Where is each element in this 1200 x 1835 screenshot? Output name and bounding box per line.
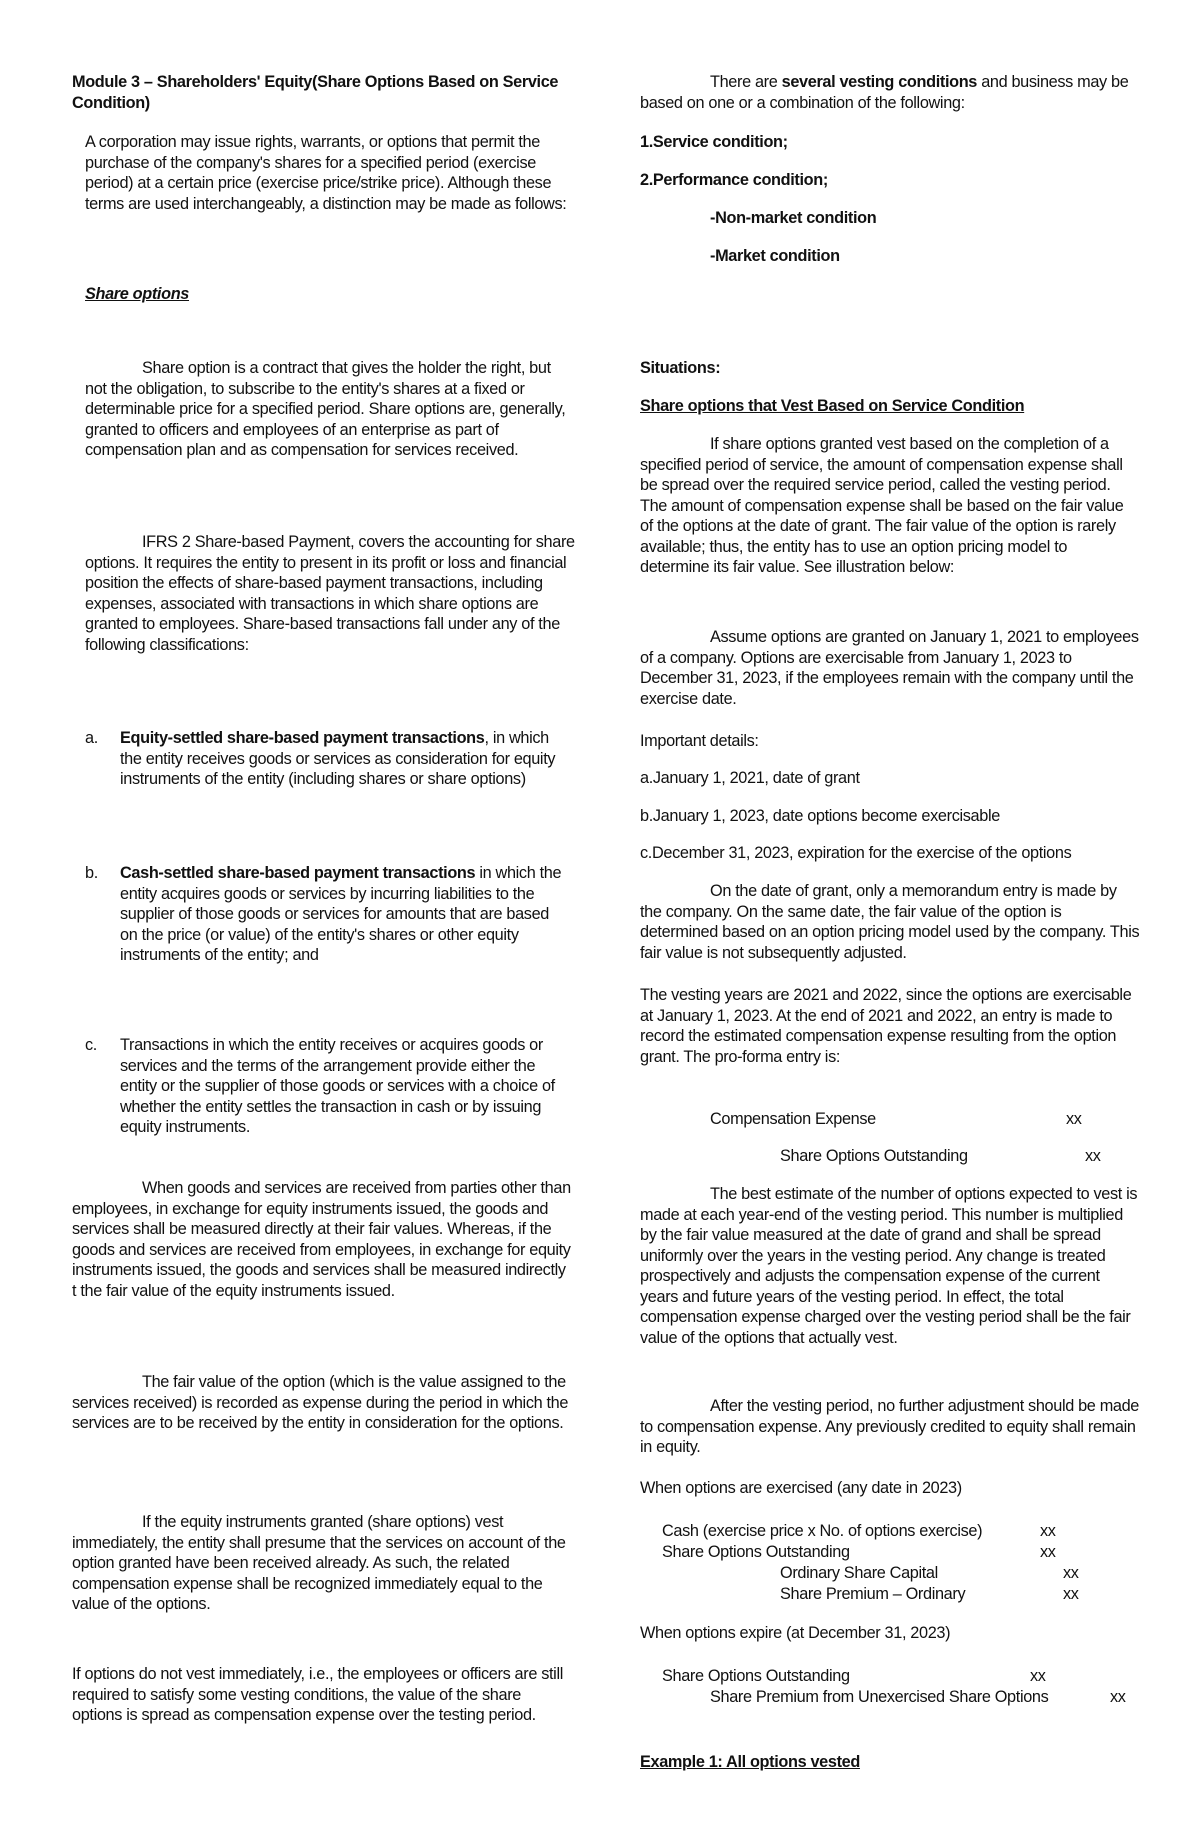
vesting-years-paragraph: The vesting years are 2021 and 2022, since the options are exercisable at January 1, 2023. At the end of 2021 and 2022, an entry is made to record the estimated compensation expense resulting from the option grant. The pro-forma entry is:: [640, 986, 1132, 1066]
entry-amount: xx: [1063, 1585, 1079, 1603]
non-market-condition: -Non-market condition: [710, 209, 877, 227]
module-title: Module 3 – Shareholders' Equity(Share Options Based on Service Condition): [72, 73, 559, 112]
vest-immediately-paragraph: If the equity instruments granted (share options) vest immediately, the entity shall presume that the services on account of the option granted have been received already. As such, the related compensation expense shall be recognized immediately equal to the value of the options.: [72, 1513, 566, 1613]
list-body: , in which the entity receives goods or services as consideration for equity instruments of the entity (including shares or share options): [120, 729, 556, 788]
detail-a: a.January 1, 2021, date of grant: [640, 769, 860, 787]
entry-amount: xx: [1030, 1667, 1046, 1685]
share-option-paragraph: Share option is a contract that gives the holder the right, but not the obligation, to subscribe to the entity's shares at a fixed or determinable price for a specified period. Share options are, generally, granted to officers and employees of an enterprise as part of compensation plan and as compensation for services received.: [85, 359, 566, 459]
goods-services-paragraph: When goods and services are received from parties other than employees, in exchange for equity instruments issued, the goods and services shall be measured directly at their fair values. Whereas, if the goods and services are received from employees, in exchange for equity instruments issued, the goods and services shall be measured indirectly t the fair value of the equity instruments issued.: [72, 1179, 571, 1300]
performance-condition: 2.Performance condition;: [640, 171, 828, 189]
list-text: [120, 863, 570, 966]
detail-b: b.January 1, 2023, date options become exercisable: [640, 807, 1000, 825]
section-heading: Share options that Vest Based on Service Condition: [640, 397, 1025, 415]
not-vest-paragraph: If options do not vest immediately, i.e., the employees or officers are still required to satisfy some vesting conditions, the value of the share options is spread as compensation expense over the testing period.: [72, 1665, 563, 1724]
entry-line: Share Premium – Ordinary: [780, 1585, 966, 1603]
market-condition: -Market condition: [710, 247, 840, 265]
when-exercised-label: When options are exercised (any date in 2023): [640, 1479, 962, 1497]
entry-line: Cash (exercise price x No. of options exercise): [662, 1522, 983, 1540]
list-marker: b.: [85, 864, 98, 882]
list-text: [120, 1035, 570, 1138]
memo-paragraph: On the date of grant, only a memorandum entry is made by the company. On the same date, the fair value of the option is determined based on an option pricing model used by the company. This fair value is not subsequently adjusted.: [640, 882, 1140, 962]
entry-debit-amount: xx: [1066, 1110, 1082, 1128]
assume-paragraph: Assume options are granted on January 1, 2021 to employees of a company. Options are exercisable from January 1, 2023 to December 31, 2023, if the employees remain with the company until the exercise date.: [640, 628, 1139, 708]
list-marker: a.: [85, 729, 98, 747]
entry-line: Share Premium from Unexercised Share Options: [710, 1688, 1049, 1706]
vest-service-paragraph: If share options granted vest based on the completion of a specified period of service, the amount of compensation expense shall be spread over the required service period, called the vesting period. The amount of compensation expense shall be based on the fair value of the options at the date of grant. The fair value of the option is rarely available; thus, the entity has to use an option pricing model to determine its fair value. See illustration below:: [640, 435, 1124, 576]
intro-paragraph: A corporation may issue rights, warrants, or options that permit the purchase of the company's shares for a specified period (exercise period) at a certain price (exercise price/strike price). Although these terms are used interchangeably, a distinction may be made as follows:: [85, 133, 567, 213]
after-vesting-paragraph: After the vesting period, no further adjustment should be made to compensation expense. Any previously credited to equity shall remain in equity.: [640, 1397, 1140, 1456]
list-bold-term: Cash-settled share-based payment transactions: [120, 864, 476, 882]
entry-amount: xx: [1063, 1564, 1079, 1582]
fair-value-paragraph: The fair value of the option (which is the value assigned to the services received) is recorded as expense during the period in which the services are to be received by the entity in consideration for the options.: [72, 1373, 569, 1432]
detail-c: c.December 31, 2023, expiration for the exercise of the options: [640, 844, 1072, 862]
example-1-heading: Example 1: All options vested: [640, 1753, 860, 1771]
when-expire-label: When options expire (at December 31, 2023): [640, 1624, 951, 1642]
situations-heading: Situations:: [640, 359, 721, 377]
list-body: Transactions in which the entity receives or acquires goods or services and the terms of the arrangement provide either the entity or the supplier of those goods or services with a choice of whether the entity settles the transaction in cash or by issuing equity instruments.: [120, 1036, 555, 1136]
list-marker: c.: [85, 1036, 97, 1054]
intro-text: There are: [710, 73, 782, 91]
intro-bold: several vesting conditions: [781, 73, 978, 91]
share-options-heading: Share options: [85, 285, 190, 303]
entry-line: Share Options Outstanding: [662, 1543, 850, 1561]
entry-line: Share Options Outstanding: [662, 1667, 850, 1685]
ifrs2-paragraph: IFRS 2 Share-based Payment, covers the accounting for share options. It requires the entity to present in its profit or loss and financial position the effects of share-based payment transactions, including expenses, associated with transactions in which share options are granted to employees. Share-based transactions fall under any of the following classifications:: [85, 533, 575, 654]
entry-credit-amount: xx: [1085, 1147, 1101, 1165]
list-bold-term: Equity-settled share-based payment transactions: [120, 729, 485, 747]
vesting-conditions-intro: [640, 72, 1140, 113]
entry-amount: xx: [1110, 1688, 1126, 1706]
list-body: in which the entity acquires goods or services by incurring liabilities to the supplier of those goods or services for amounts that are based on the price (or value) of the entity's shares or other equity instruments of the entity; and: [120, 864, 562, 964]
entry-amount: xx: [1040, 1522, 1056, 1540]
entry-line: Ordinary Share Capital: [780, 1564, 938, 1582]
service-condition: 1.Service condition;: [640, 133, 788, 151]
list-text: [120, 728, 570, 790]
intro-text: and business may be based on one or a combination of the following:: [640, 73, 1129, 112]
important-details-label: Important details:: [640, 732, 759, 750]
entry-amount: xx: [1040, 1543, 1056, 1561]
entry-debit-account: Compensation Expense: [710, 1110, 876, 1128]
best-estimate-paragraph: The best estimate of the number of options expected to vest is made at each year-end of the vesting period. This number is multiplied by the fair value measured at the date of grand and shall be spread uniformly over the years in the vesting period. Any change is treated prospectively and adjusts the compensation expense of the current years and future years of the vesting period. In effect, the total compensation expense charged over the vesting period shall be the fair value of the options that actually vest.: [640, 1185, 1138, 1347]
entry-credit-account: Share Options Outstanding: [780, 1147, 968, 1165]
